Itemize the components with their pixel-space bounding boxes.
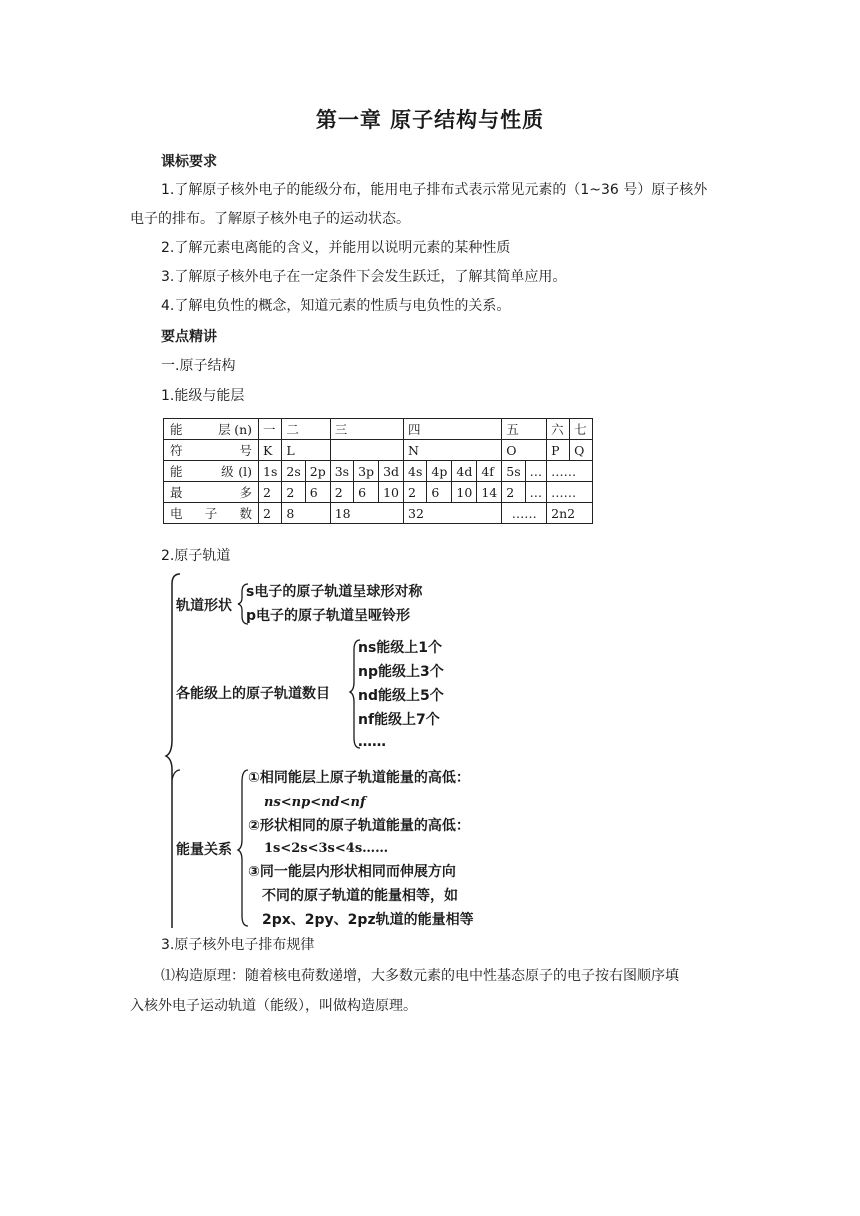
table-cell: 2 — [282, 482, 305, 503]
table-cell: K — [259, 440, 282, 461]
shape-p-text: p电子的原子轨道呈哑铃形 — [246, 608, 411, 624]
table-cell: 10 — [452, 482, 477, 503]
table-cell: 4f — [477, 461, 502, 482]
table-cell: 1s — [259, 461, 282, 482]
atomic-orbital-diagram — [160, 570, 520, 936]
requirement-1-line-1: 1.了解原子核外电子的能级分布，能用电子排布式表示常见元素的（1~36 号）原子核外 — [161, 182, 708, 198]
table-row — [164, 503, 593, 524]
energy-brace — [238, 770, 248, 926]
table-cell: 2n2 — [547, 503, 593, 524]
shape-s-text: s电子的原子轨道呈球形对称 — [246, 584, 423, 600]
outer-brace — [166, 574, 180, 928]
paragraph-aufbau-line-1: ⑴构造原理：随着核电荷数递增，大多数元素的电中性基态原子的电子按右图顺序填 — [161, 968, 679, 984]
energy-rule-1-formula: ns<np<nd<nf — [264, 795, 366, 810]
table-cell: 2s — [282, 461, 305, 482]
table-cell: O — [502, 440, 547, 461]
table-cell: 2 — [330, 482, 353, 503]
table-cell: 4s — [404, 461, 427, 482]
table-cell: … — [525, 482, 547, 503]
table-cell: 2 — [404, 482, 427, 503]
table-cell: 6 — [305, 482, 330, 503]
table-cell: 10 — [379, 482, 404, 503]
energy-level-table — [163, 418, 593, 524]
energy-rule-3-line-3: 2px、2py、2pz轨道的能量相等 — [262, 912, 474, 928]
part-heading-atomic-structure: 一.原子结构 — [161, 358, 236, 374]
subheading-energy-levels: 1.能级与能层 — [161, 388, 245, 404]
table-cell: 4p — [427, 461, 452, 482]
table-cell: 四 — [404, 419, 502, 440]
section-heading-key-points: 要点精讲 — [161, 329, 217, 345]
table-cell: 3s — [330, 461, 353, 482]
count-nd: nd能级上5个 — [358, 688, 444, 704]
count-label: 各能级上的原子轨道数目 — [176, 686, 330, 702]
table-cell: 一 — [259, 419, 282, 440]
table-cell: Q — [570, 440, 593, 461]
table-cell: L — [282, 440, 330, 461]
table-cell: 2 — [502, 482, 525, 503]
table-cell: N — [404, 440, 502, 461]
table-cell: 二 — [282, 419, 330, 440]
energy-label: 能量关系 — [176, 842, 232, 858]
table-cell: …… — [502, 503, 547, 524]
table-header-cell: 能 层(n) — [164, 419, 259, 440]
table-cell: 14 — [477, 482, 502, 503]
table-cell: 32 — [404, 503, 502, 524]
count-more: …… — [358, 734, 386, 750]
page-title: 第一章 原子结构与性质 — [315, 108, 545, 132]
energy-rule-1: ①相同能层上原子轨道能量的高低： — [248, 770, 470, 786]
requirement-3: 3.了解原子核外电子在一定条件下会发生跃迁，了解其简单应用。 — [161, 269, 567, 285]
table-row — [164, 482, 593, 503]
table-cell: 三 — [330, 419, 403, 440]
table-cell: 2p — [305, 461, 330, 482]
table-header-cell: 能 级(l) — [164, 461, 259, 482]
table-header-cell: 符 号 — [164, 440, 259, 461]
table-cell: 2 — [259, 482, 282, 503]
table-cell: P — [547, 440, 570, 461]
energy-rule-2: ②形状相同的原子轨道能量的高低： — [248, 818, 470, 834]
table-cell: 2 — [259, 503, 282, 524]
energy-rule-3-line-2: 不同的原子轨道的能量相等，如 — [262, 888, 458, 904]
paragraph-aufbau-line-2: 入核外电子运动轨道（能级），叫做构造原理。 — [130, 998, 417, 1014]
table-cell: 3d — [379, 461, 404, 482]
outer-brace-segment — [172, 770, 180, 780]
table-row — [164, 440, 593, 461]
table-cell: … — [525, 461, 547, 482]
table-cell: 18 — [330, 503, 403, 524]
table-row — [164, 419, 593, 440]
subheading-electron-configuration: 3.原子核外电子排布规律 — [161, 937, 315, 953]
table-cell: 6 — [354, 482, 379, 503]
count-ns: ns能级上1个 — [358, 640, 443, 656]
table-cell: 5s — [502, 461, 525, 482]
table-cell: 五 — [502, 419, 547, 440]
subheading-atomic-orbitals: 2.原子轨道 — [161, 548, 231, 564]
table-header-cell: 最 多 — [164, 482, 259, 503]
table-cell: …… — [547, 482, 593, 503]
section-heading-standards: 课标要求 — [161, 154, 217, 170]
requirement-4: 4.了解电负性的概念，知道元素的性质与电负性的关系。 — [161, 298, 511, 314]
table-cell: 七 — [570, 419, 593, 440]
requirement-1-line-2: 电子的排布。了解原子核外电子的运动状态。 — [130, 211, 410, 227]
table-row — [164, 461, 593, 482]
count-nf: nf能级上7个 — [358, 712, 440, 728]
shape-label: 轨道形状 — [176, 598, 232, 614]
table-cell: 8 — [282, 503, 330, 524]
table-cell: 3p — [354, 461, 379, 482]
count-np: np能级上3个 — [358, 664, 444, 680]
table-cell: 4d — [452, 461, 477, 482]
energy-rule-2-formula: 1s<2s<3s<4s…… — [264, 841, 389, 856]
requirement-2: 2.了解元素电离能的含义，并能用以说明元素的某种性质 — [161, 240, 511, 256]
table-cell: …… — [547, 461, 593, 482]
table-cell — [330, 440, 403, 461]
table-cell: 6 — [427, 482, 452, 503]
energy-rule-3-line-1: ③同一能层内形状相同而伸展方向 — [248, 864, 456, 880]
table-cell: 六 — [547, 419, 570, 440]
table-header-cell: 电 子 数 — [164, 503, 259, 524]
